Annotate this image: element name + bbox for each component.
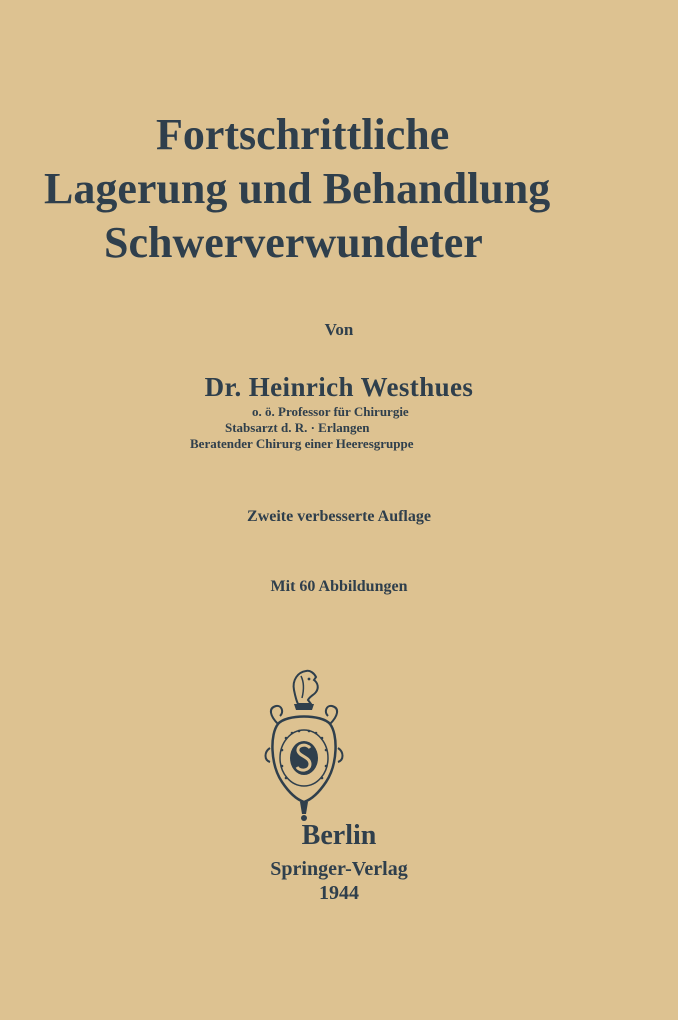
publication-year: 1944 — [319, 882, 359, 904]
author-affiliations — [0, 404, 678, 452]
title-line-2: Lagerung und Behandlung — [44, 164, 551, 213]
affiliation-line: o. ö. Professor für Chirurgie — [252, 404, 409, 419]
edition-note: Zweite verbesserte Auflage — [247, 508, 431, 525]
affiliation-line: Stabsarzt d. R. · Erlangen — [225, 420, 370, 435]
publisher-logo-icon — [264, 668, 344, 828]
illustrations-note: Mit 60 Abbildungen — [270, 578, 408, 595]
publisher-name: Springer-Verlag — [270, 858, 408, 880]
by-label: Von — [324, 320, 354, 339]
author-name: Dr. Heinrich Westhues — [204, 372, 474, 402]
affiliation-line: Beratender Chirurg einer Heeresgruppe — [190, 436, 414, 451]
title-line-3: Schwerverwundeter — [104, 218, 483, 267]
title-line-1: Fortschrittliche — [156, 110, 450, 159]
publication-city: Berlin — [301, 820, 377, 851]
book-title — [44, 108, 644, 270]
